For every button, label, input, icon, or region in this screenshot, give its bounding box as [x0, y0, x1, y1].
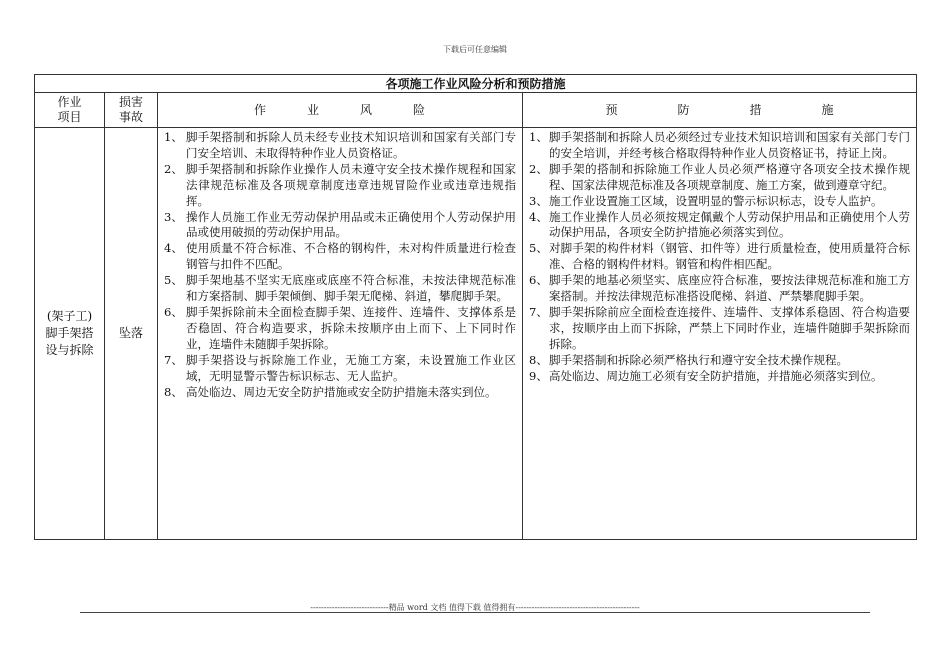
header-measures-char: 防: [677, 102, 690, 117]
risk-list: [158, 128, 523, 540]
header-measures-char: 预: [605, 102, 618, 117]
item-name-line2: 脚手架搭: [45, 326, 94, 340]
header-accident-line1: 损害: [118, 95, 143, 109]
measure-item: 6、 脚手架的地基必须坚实、底座应符合标准，要按法律规范标准和施工方案搭制。并按法律规范标准搭设爬梯、斜道、严禁攀爬脚手架。: [529, 273, 911, 304]
header-risk-char: 风: [360, 102, 374, 117]
header-measures-char: 施: [821, 102, 834, 117]
header-risk-char: 业: [306, 102, 320, 117]
measure-item: 4、 施工作业操作人员必须按规定佩戴个人劳动保护用品和正确使用个人劳动保护用品，各项安全防护措施必须落实到位。: [529, 209, 911, 240]
header-measures: [523, 93, 917, 128]
risk-item: 4、 使用质量不符合标准、不合格的钢构件，未对构件质量进行检查钢管与扣件不匹配。: [164, 241, 516, 272]
risk-item: 1、 脚手架搭制和拆除人员未经专业技术知识培训和国家有关部门专门安全培训、未取得特种作业人员资格证。: [164, 130, 516, 160]
header-item-line1: 作业: [57, 95, 82, 109]
table-title: 各项施工作业风险分析和预防措施: [35, 75, 917, 93]
item-name-cell: [35, 128, 105, 540]
header-accident-line2: 事故: [118, 110, 143, 124]
measure-item: 8、 脚手架搭制和拆除必须严格执行和遵守安全技术操作规程。: [529, 352, 848, 367]
measure-item: 7、 脚手架拆除前应全面检查连接件、连墙件、支撑体系稳固、符合构造要求，按顺序由上而下拆除，严禁上下同时作业，连墙件随脚手架拆除而拆除。: [529, 304, 911, 351]
measure-item: 2、 脚手架的搭制和拆除施工作业人员必须严格遵守各项安全技术操作规程、国家法律规范标准及各项规章制度、施工方案，做到遵章守纪。: [529, 161, 911, 192]
header-risk-char: 作: [253, 102, 267, 117]
measure-item: 9、 高处临边、周边施工必须有安全防护措施，并措施必须落实到位。: [529, 368, 883, 383]
measure-item: 5、 对脚手架的构件材料（钢管、扣件等）进行质量检查，使用质量符合标准、合格的钢构件材料。钢管和构件相匹配。: [529, 241, 911, 272]
risk-item: 2、 脚手架搭制和拆除作业操作人员未遵守安全技术操作规程和国家法律规范标准及各项规章制度违章违规冒险作业或违章违规指挥。: [164, 161, 516, 208]
measures-list: [523, 128, 917, 540]
header-accident: [105, 93, 158, 128]
measure-item: 3、 施工作业设置施工区域，设置明显的警示标识标志，设专人监护。: [529, 193, 883, 208]
header-item-line2: 项目: [57, 110, 82, 124]
item-name-line3: 设与拆除: [45, 343, 94, 357]
risk-item: 8、 高处临边、周边无安全防护措施或安全防护措施未落实到位。: [164, 384, 497, 399]
footer-text: [0, 602, 950, 613]
risk-item: 7、 脚手架搭设与拆除施工作业，无施工方案，未设置施工作业区域，无明显警示警告标识标志、无人监护。: [164, 352, 516, 383]
measure-item: 1、 脚手架搭制和拆除人员必须经过专业技术知识培训和国家有关部门专门的安全培训，并经考核合格取得特种作业人员资格证书，持证上岗。: [529, 130, 911, 160]
header-item: [35, 93, 105, 128]
item-name-line1: (架子工): [46, 309, 93, 323]
footer-text-label: -----------------------------精品 word 文档 值得下载 值得拥有----------------------------------------------: [310, 603, 640, 612]
header-measures-char: 措: [749, 102, 762, 117]
risk-item: 5、 脚手架地基不坚实无底座或底座不符合标准，未按法律规范标准和方案搭制、脚手架倾倒、脚手架无爬梯、斜道，攀爬脚手架。: [164, 273, 516, 304]
header-risk-char: 险: [413, 102, 427, 117]
accident-cell: 坠落: [105, 128, 158, 540]
risk-analysis-table: [34, 74, 917, 540]
header-note: 下载后可任意编辑: [443, 45, 507, 54]
header-risk: [158, 93, 523, 128]
risk-item: 6、 脚手架拆除前未全面检查脚手架、连接件、连墙件、支撑体系是否稳固、符合构造要求，拆除未按顺序由上而下、上下同时作业，连墙件未随脚手架拆除。: [164, 304, 516, 351]
risk-item: 3、 操作人员施工作业无劳动保护用品或未正确使用个人劳动保护用品或使用破损的劳动保护用品。: [164, 209, 516, 240]
